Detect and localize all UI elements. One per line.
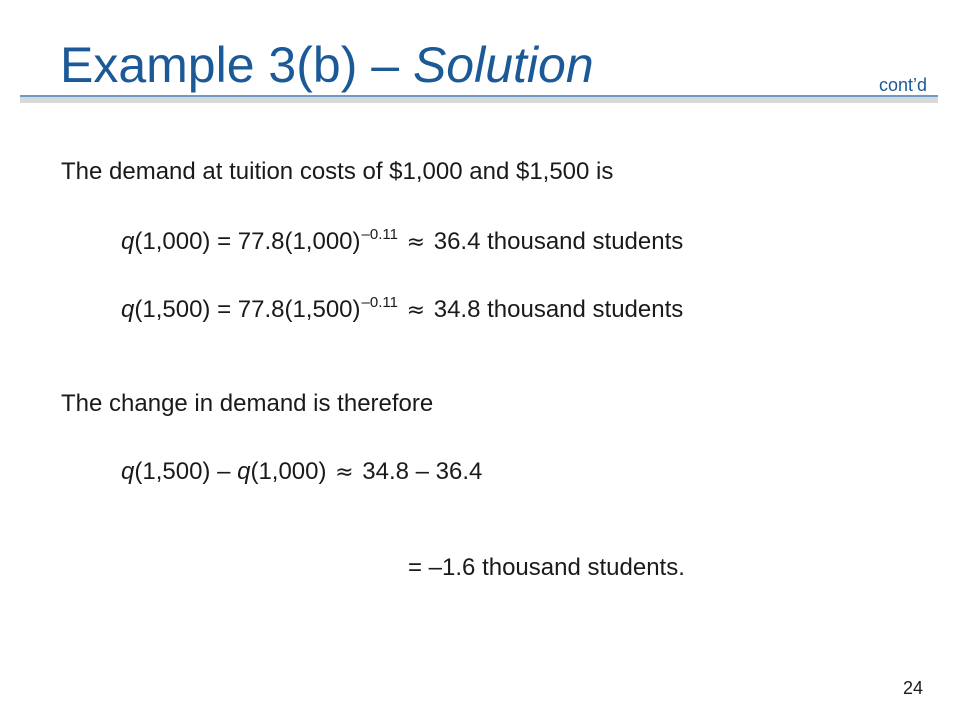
- equation-rhs: 36.4 thousand students: [427, 228, 684, 255]
- equation-change: [121, 460, 482, 484]
- continued-label: cont’d: [878, 75, 927, 95]
- exponent: –0.11: [361, 226, 398, 243]
- result-text: = –1.6 thousand students.: [408, 554, 685, 581]
- function-q: q: [237, 458, 251, 485]
- approx-symbol: ≈: [406, 230, 426, 255]
- equation-rhs: 34.8 thousand students: [427, 296, 684, 323]
- function-q: q: [121, 458, 135, 485]
- equation-lhs: (1,000) = 77.8(1,000): [134, 228, 361, 255]
- title-underline: [20, 95, 938, 103]
- title-main: Example 3(b) –: [60, 37, 413, 93]
- slide-title: [60, 37, 594, 93]
- title-italic: Solution: [412, 37, 594, 93]
- equation-q-1500: [121, 294, 684, 323]
- change-text: The change in demand is therefore: [61, 390, 434, 417]
- page-number: 24: [902, 678, 923, 698]
- equation-lhs: (1,500) = 77.8(1,500): [134, 296, 361, 323]
- equation-q-1000: [121, 226, 684, 255]
- equation-part-b: (1,000): [250, 458, 334, 485]
- exponent: –0.11: [361, 294, 398, 311]
- approx-symbol: ≈: [406, 298, 426, 323]
- approx-symbol: ≈: [335, 460, 354, 485]
- function-q: q: [121, 296, 135, 323]
- function-q: q: [121, 228, 135, 255]
- equation-rhs: 34.8 – 36.4: [355, 458, 483, 485]
- equation-part-a: (1,500) –: [134, 458, 238, 485]
- intro-text: The demand at tuition costs of $1,000 and $1,500 is: [61, 158, 614, 185]
